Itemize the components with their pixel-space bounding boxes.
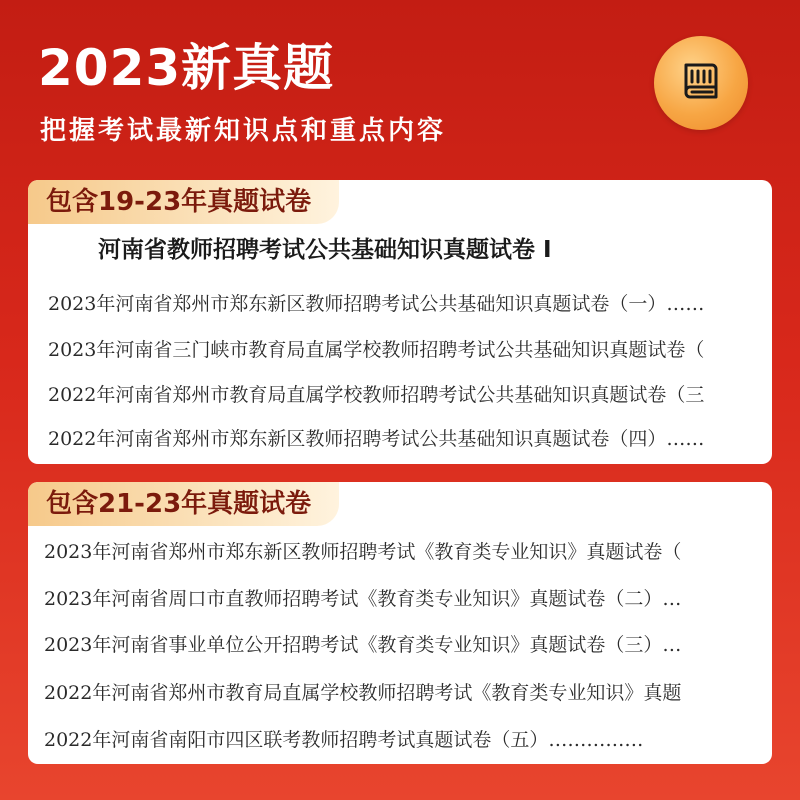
book-badge: [654, 36, 748, 130]
list-item: 2022年河南省郑州市教育局直属学校教师招聘考试《教育类专业知识》真题: [44, 682, 682, 704]
section-tag: 包含19-23年真题试卷: [28, 180, 339, 224]
list-item: 2023年河南省周口市直教师招聘考试《教育类专业知识》真题试卷（二）…: [44, 588, 682, 610]
section-tag: 包含21-23年真题试卷: [28, 482, 339, 526]
list-item: 2023年河南省事业单位公开招聘考试《教育类专业知识》真题试卷（三）…: [44, 634, 682, 656]
list-item: 2023年河南省三门峡市教育局直属学校教师招聘考试公共基础知识真题试卷（: [48, 339, 705, 361]
list-item: 2023年河南省郑州市郑东新区教师招聘考试公共基础知识真题试卷（一）……: [48, 293, 705, 315]
page-subtitle: 把握考试最新知识点和重点内容: [40, 116, 447, 146]
list-item: 2023年河南省郑州市郑东新区教师招聘考试《教育类专业知识》真题试卷（: [44, 541, 682, 563]
book-icon: [678, 58, 724, 108]
page-title: 2023新真题: [38, 39, 335, 97]
papers-card-19-23: [28, 180, 772, 464]
list-item: 2022年河南省郑州市教育局直属学校教师招聘考试公共基础知识真题试卷（三: [48, 384, 705, 406]
papers-card-21-23: [28, 482, 772, 764]
list-item: 2022年河南省南阳市四区联考教师招聘考试真题试卷（五）……………: [44, 729, 644, 751]
card-heading: 河南省教师招聘考试公共基础知识真题试卷 I: [98, 237, 552, 263]
list-item: 2022年河南省郑州市郑东新区教师招聘考试公共基础知识真题试卷（四）……: [48, 428, 705, 450]
